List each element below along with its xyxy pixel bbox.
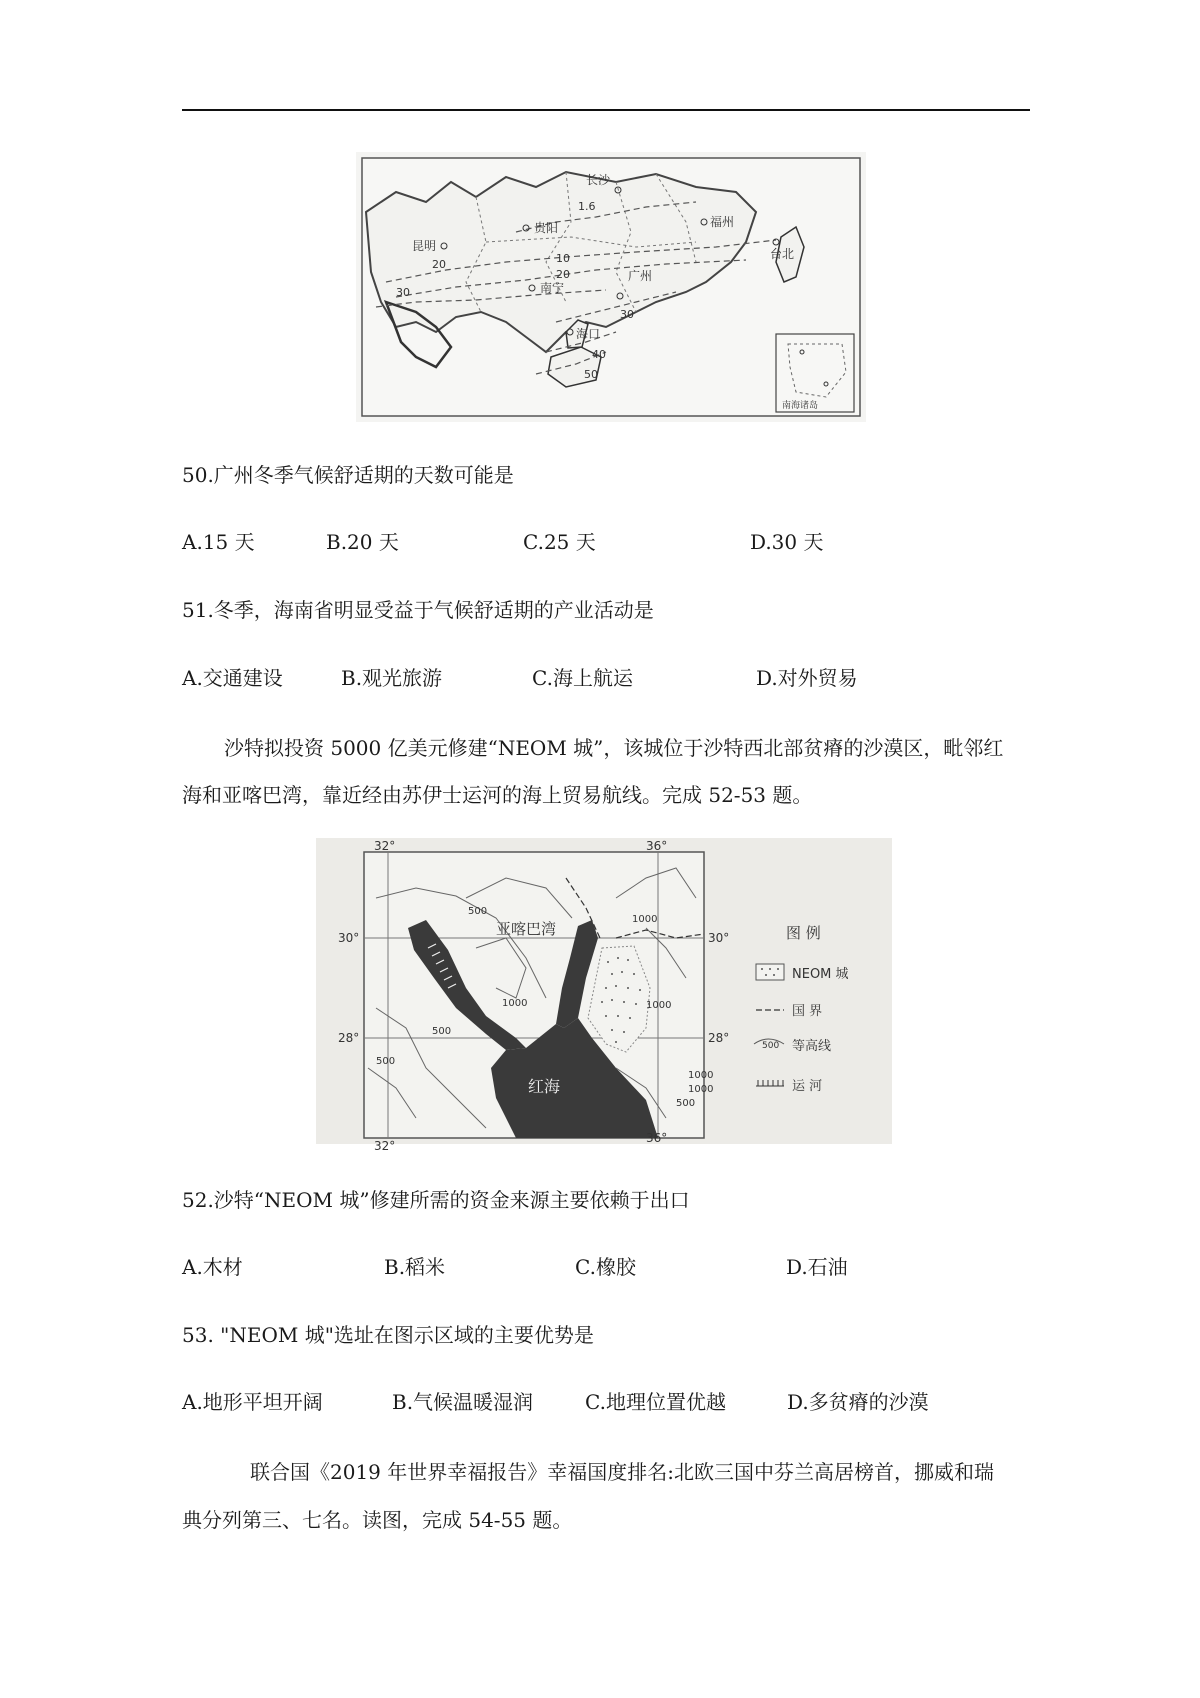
map2-sea-label: 亚喀巴湾 xyxy=(496,920,557,938)
question-52-option-b[interactable]: B.稻米 xyxy=(384,1255,446,1279)
map1-city-label: 福州 xyxy=(710,215,735,229)
map1-contour-label: 10 xyxy=(556,252,570,265)
map2-lon-label: 36° xyxy=(646,1131,668,1145)
map1-inset-label: 南海诸岛 xyxy=(782,401,819,411)
map1-city-label: 南宁 xyxy=(540,281,565,295)
map1-city-label: 广州 xyxy=(628,269,653,283)
map2-contour-label: 500 xyxy=(468,906,488,917)
question-51-stem: 51.冬季，海南省明显受益于气候舒适期的产业活动是 xyxy=(182,598,654,622)
map2-lat-label: 30° xyxy=(338,931,360,945)
map1-city-label: 贵阳 xyxy=(534,221,559,235)
map2-legend-canal: 运 河 xyxy=(792,1079,823,1094)
question-53-option-d[interactable]: D.多贫瘠的沙漠 xyxy=(787,1390,929,1414)
question-52-option-d[interactable]: D.石油 xyxy=(786,1255,848,1279)
map1-contour-label: 40 xyxy=(592,348,606,361)
question-51-option-c[interactable]: C.海上航运 xyxy=(532,666,633,690)
map2-lat-label: 28° xyxy=(708,1031,730,1045)
map2-lat-label: 28° xyxy=(338,1031,360,1045)
map1-contour-label: 1.6 xyxy=(578,200,596,213)
map2-contour-label: 1000 xyxy=(632,914,658,925)
map2-lon-label: 32° xyxy=(374,839,396,853)
question-51-option-d[interactable]: D.对外贸易 xyxy=(756,666,858,690)
map2-sea-label: 红海 xyxy=(528,1077,561,1096)
header-rule xyxy=(182,109,1030,111)
passage-neom-line-2: 海和亚喀巴湾，靠近经由苏伊士运河的海上贸易航线。完成 52-53 题。 xyxy=(182,783,813,807)
south-china-map xyxy=(356,152,866,422)
map2-legend-title: 图 例 xyxy=(786,924,821,942)
map1-contour-label: 50 xyxy=(584,368,598,381)
map2-lon-label: 36° xyxy=(646,839,668,853)
question-52-option-a[interactable]: A.木材 xyxy=(182,1255,243,1279)
map2-contour-label: 500 xyxy=(676,1098,696,1109)
map2-legend-contour: 等高线 xyxy=(792,1039,832,1054)
passage-neom-line-1: 沙特拟投资 5000 亿美元修建“NEOM 城”，该城位于沙特西北部贫瘠的沙漠区，毗邻红 xyxy=(224,736,1004,760)
map2-contour-label: 1000 xyxy=(688,1084,714,1095)
question-53-stem: 53. "NEOM 城"选址在图示区域的主要优势是 xyxy=(182,1323,594,1347)
map1-contour-label: 30 xyxy=(620,308,634,321)
question-52-stem: 52.沙特“NEOM 城”修建所需的资金来源主要依赖于出口 xyxy=(182,1188,690,1212)
map2-lon-label: 32° xyxy=(374,1139,396,1153)
question-50-option-c[interactable]: C.25 天 xyxy=(523,530,596,554)
question-52-option-c[interactable]: C.橡胶 xyxy=(575,1255,636,1279)
question-51-option-a[interactable]: A.交通建设 xyxy=(182,666,283,690)
map2-legend-contour-sample: 500 xyxy=(762,1041,780,1051)
map1-city-label: 台北 xyxy=(770,247,795,261)
question-50-option-b[interactable]: B.20 天 xyxy=(326,530,399,554)
map1-contour-label: 30 xyxy=(396,286,410,299)
map2-legend-border: 国 界 xyxy=(792,1004,823,1019)
map2-contour-label: 500 xyxy=(432,1026,452,1037)
map2-lat-label: 30° xyxy=(708,931,730,945)
map1-contour-label: 20 xyxy=(556,268,570,281)
question-50-option-a[interactable]: A.15 天 xyxy=(182,530,255,554)
neom-region-map xyxy=(316,838,892,1153)
map1-contour-label: 20 xyxy=(432,258,446,271)
map2-contour-label: 1000 xyxy=(688,1070,714,1081)
passage-happiness-line-1: 联合国《2019 年世界幸福报告》幸福国度排名:北欧三国中芬兰高居榜首，挪威和瑞 xyxy=(250,1460,994,1484)
question-50-option-d[interactable]: D.30 天 xyxy=(750,530,824,554)
map1-city-label: 长沙 xyxy=(586,173,611,187)
map2-legend-neom: NEOM 城 xyxy=(792,967,849,982)
question-51-option-b[interactable]: B.观光旅游 xyxy=(341,666,443,690)
map2-contour-label: 1000 xyxy=(502,998,528,1009)
question-53-option-b[interactable]: B.气候温暖湿润 xyxy=(392,1390,534,1414)
passage-happiness-line-2: 典分列第三、七名。读图，完成 54-55 题。 xyxy=(182,1508,573,1532)
question-50-stem: 50.广州冬季气候舒适期的天数可能是 xyxy=(182,463,514,487)
question-53-option-c[interactable]: C.地理位置优越 xyxy=(585,1390,726,1414)
question-53-option-a[interactable]: A.地形平坦开阔 xyxy=(182,1390,323,1414)
map2-contour-label: 1000 xyxy=(646,1000,672,1011)
map1-city-label: 昆明 xyxy=(412,239,437,253)
map2-contour-label: 500 xyxy=(376,1056,396,1067)
map1-city-label: 海口 xyxy=(576,327,601,341)
